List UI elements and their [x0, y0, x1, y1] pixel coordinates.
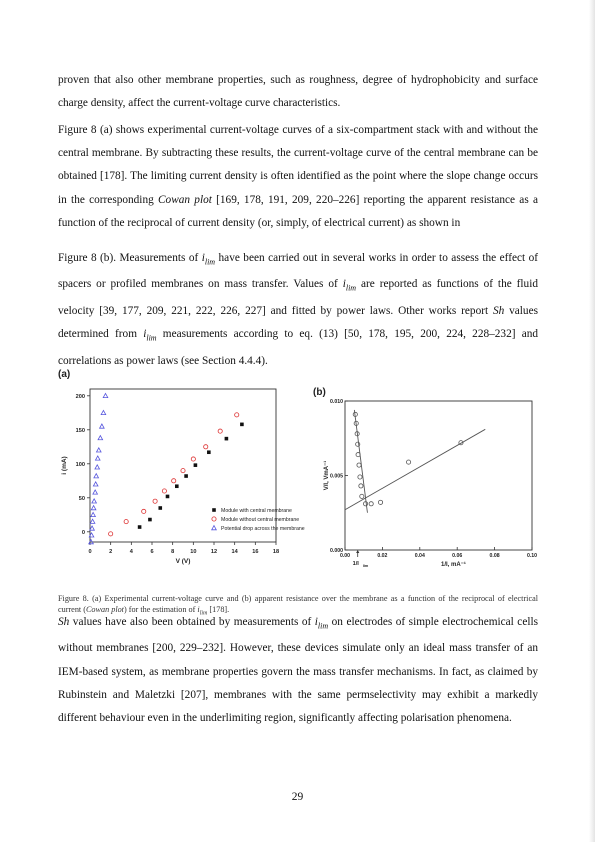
paragraph-3-text-b: have been carried out in several works in order to assess the effect of spacers or profiled membranes on mass transfer. Values of	[58, 252, 538, 291]
data-point	[207, 450, 211, 454]
plot-frame	[345, 401, 532, 550]
ilim-symbol: i	[342, 278, 346, 291]
paragraph-4-text-b: on electrodes of simple electrochemical cells without membranes [200, 229–232]. However, these devices simulate only an ideal mass transfer of an IEM-based system, as membrane properties govern the mass transfer mechanisms. In fact, as claimed by Rubinstein and Maletzki [207], membranes with the same permselectivity may exhibit a markedly different behaviour even in the underlimiting region, significantly affecting polarisation phenomena.	[58, 616, 539, 725]
panel-label: (b)	[313, 387, 326, 398]
x-axis-label: 1/I, mA⁻¹	[441, 562, 466, 568]
data-point	[90, 526, 95, 530]
data-point	[191, 457, 195, 461]
data-point	[357, 463, 361, 467]
y-tick-label: 0.000	[330, 548, 343, 554]
paragraph-3-text-c: are reported as functions of the fluid velocity [39, 177, 209, 221, 222, 226, 227] and fitted by power laws. Other works report	[58, 278, 538, 317]
legend-label: Potential drop across the membrane	[221, 526, 305, 532]
data-point	[93, 490, 98, 494]
data-point	[100, 424, 105, 428]
cowan-plot-term: Cowan plot	[158, 193, 212, 206]
data-point	[158, 506, 162, 510]
data-point	[92, 499, 97, 503]
data-point	[218, 429, 222, 433]
data-point	[172, 479, 176, 483]
x-tick-label: 12	[210, 549, 218, 555]
x-tick-label: 0.00	[339, 553, 351, 559]
data-point	[91, 506, 96, 510]
caption-ilim-symbol: i	[197, 605, 200, 614]
data-point	[358, 475, 362, 479]
x-tick-label: 6	[150, 549, 154, 555]
annotation-label: 1/I	[352, 561, 359, 567]
x-tick-label: 0.04	[414, 553, 425, 559]
x-tick-label: 0.02	[377, 553, 388, 559]
paragraph-2-text-a: Figure 8 (a) shows experimental current-voltage curves of a six-compartment stack with and without the central membrane. By subtracting these results, the current-voltage curve of the central membrane can be obtained [178]. The limiting current density is often identified as the point where the slope change occurs in the corresponding	[58, 124, 538, 206]
annotation-arrowhead	[356, 550, 359, 553]
paragraph-3-text-a: Figure 8 (b). Measurements of	[58, 252, 202, 264]
data-point	[142, 509, 146, 513]
data-point	[360, 494, 364, 498]
chart-panel-b	[313, 387, 537, 568]
legend-label: Module without central membrane	[221, 517, 300, 523]
x-tick-label: 0.10	[526, 553, 538, 559]
data-point	[406, 460, 410, 464]
y-tick-label: 0.005	[330, 473, 343, 480]
data-point	[181, 469, 185, 473]
y-tick-label: 200	[75, 393, 85, 400]
fit-line	[345, 429, 485, 509]
data-point	[93, 482, 98, 486]
data-point	[138, 525, 142, 529]
caption-text-c: [178].	[207, 605, 230, 614]
data-point	[175, 484, 179, 488]
x-tick-label: 14	[231, 549, 238, 555]
data-point	[90, 519, 95, 523]
paragraph-2-text-b: [169, 178, 191, 209, 220–226] reporting the apparent resistance as a function of the reciprocal of current density (or, simply, of electrical current) as shown in	[58, 193, 538, 229]
legend-label: Module with central membrane	[221, 508, 292, 514]
paragraph-3-text-d: values determined from	[58, 304, 538, 341]
data-point	[166, 495, 170, 499]
data-point	[148, 518, 152, 522]
paragraph-3-text-e: measurements according to eq. (13) [50, 178, 195, 200, 224, 228–232] and correlations as power laws (see Section 4.4.4).	[58, 328, 539, 367]
paragraph-2	[58, 119, 538, 235]
x-tick-label: 16	[252, 549, 259, 555]
ilim-subscript: lim	[204, 257, 216, 267]
data-point	[359, 484, 363, 488]
y-tick-label: 100	[75, 461, 85, 468]
x-tick-label: 18	[272, 549, 280, 555]
data-point	[363, 502, 367, 506]
y-axis-label: V/I, VmA⁻¹	[324, 460, 330, 491]
data-point	[95, 465, 100, 469]
ilim-symbol: i	[143, 328, 147, 341]
ilim-subscript: lim	[146, 333, 157, 343]
paragraph-4-text-a: values have also been obtained by measurements of	[69, 616, 315, 628]
x-tick-label: 4	[129, 549, 133, 555]
sh-symbol: Sh	[58, 616, 70, 628]
y-tick-label: 0.010	[330, 399, 343, 405]
x-tick-label: 0.06	[452, 553, 463, 559]
page-number: 29	[291, 791, 304, 803]
data-point	[96, 448, 101, 452]
ilim-subscript: lim	[317, 621, 329, 631]
data-point	[95, 456, 100, 460]
panel-label: (a)	[58, 369, 71, 380]
chart-panel-a	[58, 369, 305, 565]
figure-8	[58, 367, 543, 582]
data-point	[240, 423, 244, 427]
ilim-subscript: lim	[345, 283, 357, 293]
page-edge-shadow	[589, 0, 595, 842]
sh-symbol: Sh	[492, 304, 505, 317]
data-point	[124, 520, 128, 524]
data-point	[109, 532, 113, 536]
y-axis-label: i (mA)	[61, 456, 68, 475]
y-tick-label: 0	[81, 529, 85, 536]
annotation-subscript: lim	[362, 564, 369, 568]
data-point	[162, 489, 166, 493]
x-tick-label: 10	[190, 549, 197, 555]
data-point	[94, 474, 99, 478]
caption-text-b: ) for the estimation of	[123, 605, 198, 614]
x-axis-label: V (V)	[175, 558, 191, 565]
caption-ilim-subscript: lim	[199, 610, 208, 617]
data-point	[369, 502, 373, 506]
paragraph-4	[58, 611, 538, 730]
fit-line	[354, 410, 367, 513]
paragraph-1-text: proven that also other membrane properties, such as roughness, degree of hydrophobicity and surface charge density, affect the current-voltage curve characteristics.	[58, 74, 538, 110]
data-point	[225, 437, 229, 441]
x-tick-label: 2	[109, 549, 113, 555]
data-point	[378, 500, 382, 504]
legend-marker	[212, 508, 216, 512]
data-point	[194, 463, 198, 467]
paragraph-1	[58, 69, 538, 115]
data-point	[235, 413, 239, 417]
data-point	[184, 474, 188, 478]
ilim-symbol: i	[314, 616, 318, 628]
data-point	[153, 499, 157, 503]
x-tick-label: 8	[171, 549, 175, 555]
data-point	[91, 512, 96, 516]
x-tick-label: 0	[88, 549, 92, 555]
caption-cowan-term: Cowan plot	[85, 605, 124, 614]
data-point	[101, 410, 106, 414]
ilim-symbol: i	[201, 252, 205, 264]
y-tick-label: 150	[75, 427, 85, 434]
paragraph-3	[58, 247, 538, 373]
x-tick-label: 0.08	[489, 553, 500, 559]
data-point	[204, 445, 208, 449]
y-tick-label: 50	[78, 495, 85, 502]
data-point	[98, 436, 103, 440]
caption-text-a: Figure 8. (a) Experimental current-voltage curve and (b) apparent resistance over the membrane as a function of the reciprocal of electrical current (	[58, 594, 538, 614]
data-point	[103, 393, 108, 397]
